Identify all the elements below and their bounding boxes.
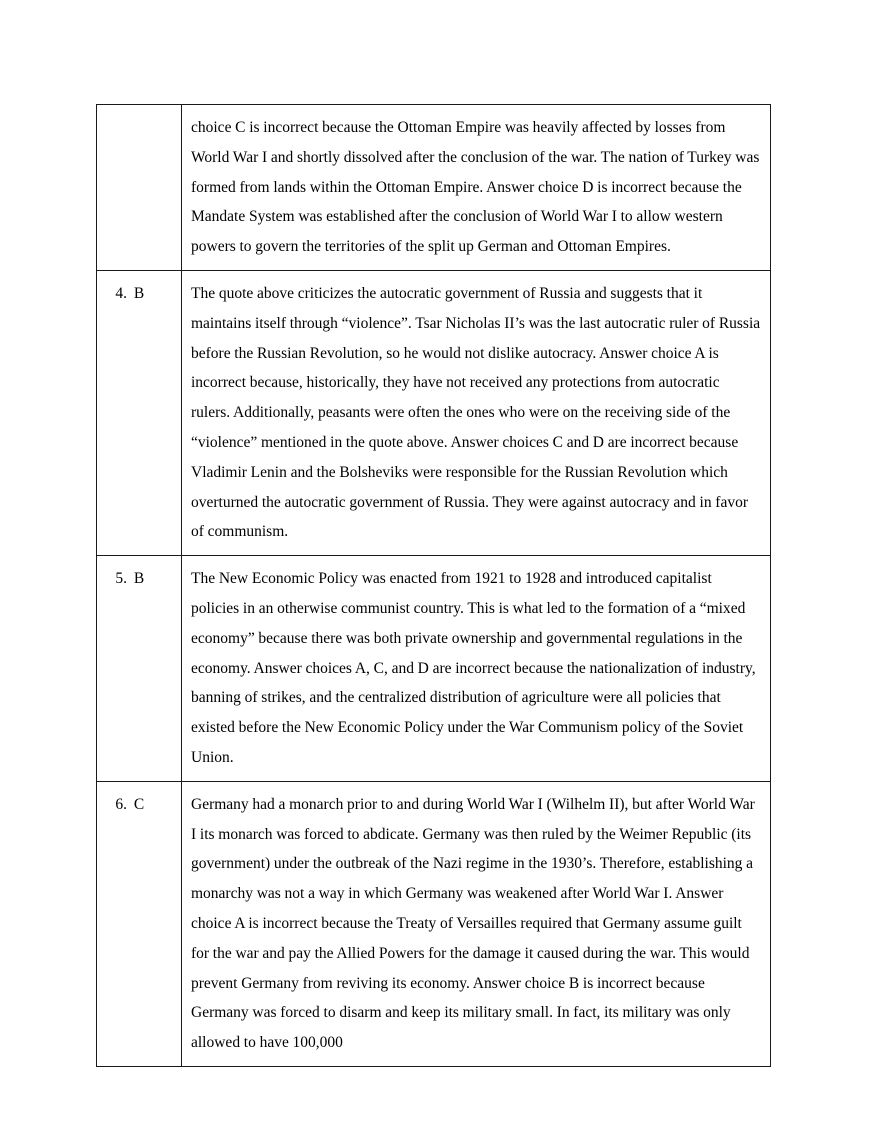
explanation-text: choice C is incorrect because the Ottoman Empire was heavily affected by losses from World War I and shortly dissolved after the conclusion of the war. The nation of Turkey was formed from lands within the Ottoman Empire. Answer choice D is incorrect because the Mandate System was established after the conclusion of World War I to allow western powers to govern the territories of the split up German and Ottoman Empires. (191, 119, 760, 256)
item-answer-letter: B (133, 570, 145, 588)
item-number: 4. (115, 284, 127, 302)
table-row (97, 270, 771, 555)
item-number: 5. (115, 570, 127, 588)
table-row (97, 105, 771, 271)
table-cell-item-label (97, 105, 182, 271)
table-row (97, 556, 771, 782)
table-cell-explanation (182, 105, 771, 271)
table-cell-item-label (97, 270, 182, 555)
explanation-text: Germany had a monarch prior to and during World War I (Wilhelm II), but after World War I its monarch was forced to abdicate. Germany was then ruled by the Weimer Republic (its government) under the outbreak of the Nazi regime in the 1930’s. Therefore, establishing a monarchy was not a way in which Germany was weakened after World War I. Answer choice A is incorrect because the Treaty of Versailles required that Germany assume guilt for the war and pay the Allied Powers for the damage it caused during the war. This would prevent Germany from reviving its economy. Answer choice B is incorrect because Germany was forced to disarm and keep its military small. In fact, its military was only allowed to have 100,000 (191, 795, 755, 1052)
item-answer-letter: C (133, 795, 145, 813)
item-answer-letter: B (133, 284, 145, 302)
table-row (97, 781, 771, 1066)
answer-explanations-table (96, 104, 771, 1067)
item-label-group (97, 271, 181, 317)
table-cell-item-label (97, 781, 182, 1066)
table-cell-item-label (97, 556, 182, 782)
table-cell-explanation (182, 556, 771, 782)
table-body (97, 105, 771, 1067)
item-label-group (97, 782, 181, 828)
table-cell-explanation (182, 270, 771, 555)
table-cell-explanation (182, 781, 771, 1066)
item-number: 6. (115, 795, 127, 813)
explanation-text: The New Economic Policy was enacted from 1921 to 1928 and introduced capitalist policies in an otherwise communist country. This is what led to the formation of a “mixed economy” because there was both private ownership and governmental regulations in the economy. Answer choices A, C, and D are incorrect because the nationalization of industry, banning of strikes, and the centralized distribution of agriculture were all policies that existed before the New Economic Policy under the War Communism policy of the Soviet Union. (191, 570, 756, 766)
explanation-text: The quote above criticizes the autocratic government of Russia and suggests that it maintains itself through “violence”. Tsar Nicholas II’s was the last autocratic ruler of Russia before the Russian Revolution, so he would not dislike autocracy. Answer choice A is incorrect because, historically, they have not received any protections from autocratic rulers. Additionally, peasants were often the ones who were on the receiving side of the “violence” mentioned in the quote above. Answer choices C and D are incorrect because Vladimir Lenin and the Bolsheviks were responsible for the Russian Revolution which overturned the autocratic government of Russia. They were against autocracy and in favor of communism. (191, 284, 761, 541)
item-label-group (97, 105, 181, 151)
item-label-group (97, 556, 181, 602)
